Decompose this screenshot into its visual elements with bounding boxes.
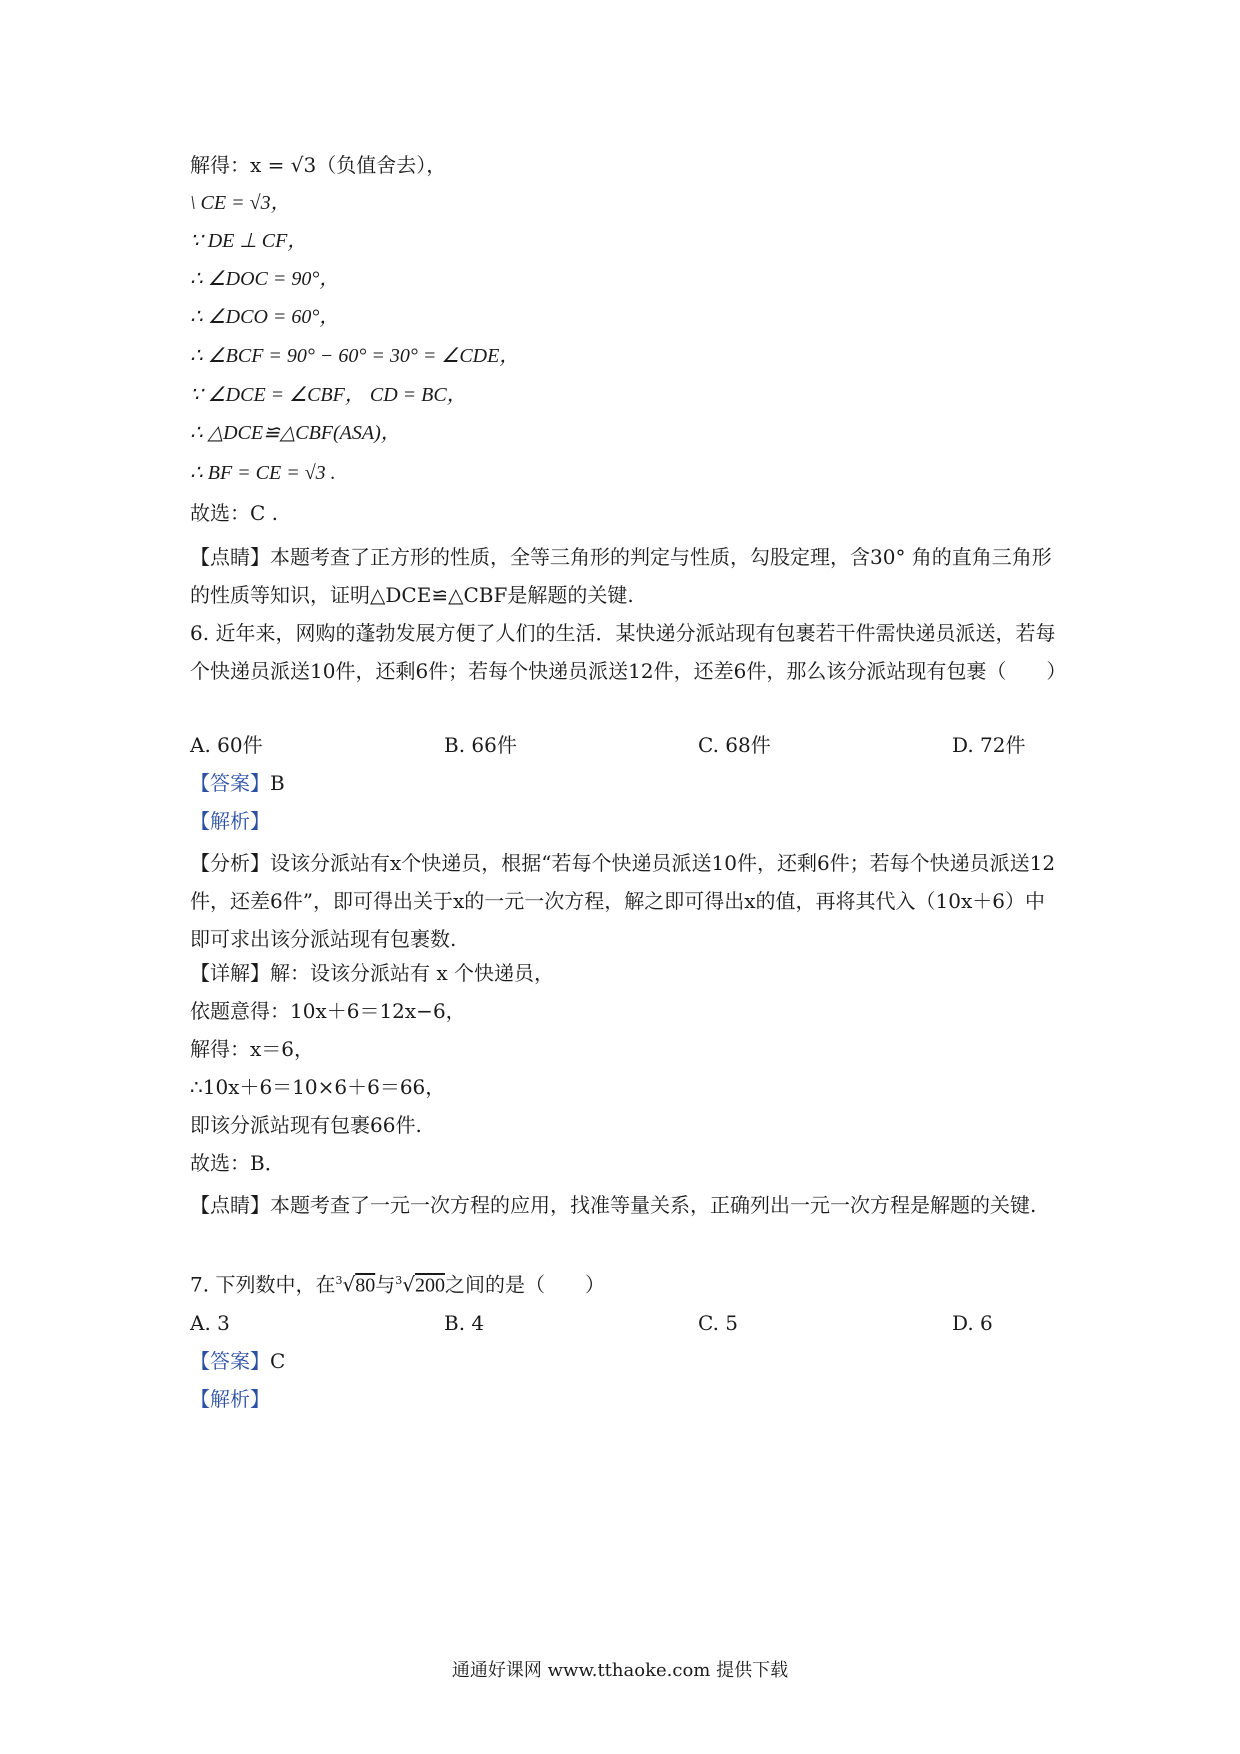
q7-stem-post: 之间的是（ ） <box>444 1272 605 1297</box>
answer-tag: 【答案】 <box>190 771 270 795</box>
comment-tag: 【点睛】 <box>190 1193 270 1217</box>
choose-c-line: 故选：C . <box>190 501 279 525</box>
radicand-2: 200 <box>414 1274 445 1297</box>
comment-tag: 【点睛】 <box>190 545 270 569</box>
q6-answer <box>190 768 285 798</box>
perp-line: ∵ DE ⊥ CF， <box>190 230 308 252</box>
q7-stem-pre: 7. 下列数中，在 <box>190 1272 336 1297</box>
q7-option-c: C. 5 <box>698 1311 739 1335</box>
angle-dco-line: ∴ ∠DCO = 60°， <box>190 306 340 328</box>
solve-line: 解得：x = √3（负值舍去）， <box>190 153 447 177</box>
q6-choose-line: 故选：B． <box>190 1151 285 1175</box>
q7-answer <box>190 1346 285 1376</box>
comment-text: 本题考查了一元一次方程的应用，找准等量关系，正确列出一元一次方程是解题的关键. <box>270 1193 1037 1217</box>
detail-tag: 【详解】 <box>190 961 270 985</box>
radicand-1: 80 <box>355 1274 376 1297</box>
q6-fenxi <box>190 844 1060 958</box>
q7-mid: 与 <box>375 1272 396 1297</box>
q6-comment <box>190 1186 1060 1224</box>
ce-line: \ CE = √3， <box>190 192 291 214</box>
q6-result-line: 即该分派站现有包裹66件. <box>190 1113 422 1137</box>
fenxi-tag: 【分析】 <box>190 851 270 875</box>
bf-line: ∴ BF = CE = √3 . <box>190 462 336 484</box>
q7-option-d: D. 6 <box>952 1311 993 1335</box>
fenxi-text: 设该分派站有x个快递员，根据“若每个快递员派送10件，还剩6件；若每个快递员派送12件，还差6件”，即可得出关于x的一元一次方程，解之即可得出x的值，再将其代入（10x＋6）中即可求出该分派站现有包裹数. <box>190 851 1056 951</box>
q6-analysis-tag: 【解析】 <box>190 809 270 833</box>
q6-stem: 6. 近年来，网购的蓬勃发展方便了人们的生活．某快递分派站现有包裹若干件需快递员派送，若每个快递员派送10件，还剩6件；若每个快递员派送12件，还差6件，那么该分派站现有包裹（ ） <box>190 621 1067 683</box>
q7-analysis-tag: 【解析】 <box>190 1387 270 1411</box>
q7-stem <box>190 1266 605 1301</box>
q7-option-b: B. 4 <box>444 1311 485 1335</box>
q6-solution-line: 解得：x＝6， <box>190 1037 315 1061</box>
q6-option-a: A. 60件 <box>190 733 263 757</box>
congruence-line: ∴ △DCE≌△CBF(ASA)， <box>190 422 401 444</box>
answer-tag: 【答案】 <box>190 1349 270 1373</box>
comment-text: 本题考查了正方形的性质，全等三角形的判定与性质，勾股定理，含30° 角的直角三角形的性质等知识，证明△DCE≌△CBF是解题的关键. <box>190 545 1052 607</box>
q6-detail <box>190 958 554 988</box>
footer-text: 通通好课网 www.tthaoke.com 提供下载 <box>451 1660 789 1681</box>
root-index-1: 3 <box>335 1274 343 1287</box>
q6-option-d: D. 72件 <box>952 733 1026 757</box>
answer-value: B <box>270 771 285 795</box>
root-index-2: 3 <box>395 1274 403 1287</box>
cube-root-icon: √ <box>342 1272 356 1297</box>
q6-compute-line: ∴10x＋6＝10×6＋6＝66， <box>190 1075 446 1099</box>
answer-value: C <box>270 1349 286 1373</box>
angle-doc-line: ∴ ∠DOC = 90°， <box>190 268 340 290</box>
cube-root-icon: √ <box>402 1272 415 1297</box>
q7-option-a: A. 3 <box>190 1311 230 1335</box>
equal-angles-line: ∵ ∠DCE = ∠CBF， CD = BC， <box>190 384 467 406</box>
detail-text: 解：设该分派站有 x 个快递员， <box>270 961 554 985</box>
angle-bcf-line: ∴ ∠BCF = 90° − 60° = 30° = ∠CDE， <box>190 345 520 367</box>
q6-option-c: C. 68件 <box>698 733 771 757</box>
q5-comment <box>190 538 1060 614</box>
q6-equation-line: 依题意得：10x＋6＝12x−6， <box>190 999 466 1023</box>
q6-option-b: B. 66件 <box>444 733 517 757</box>
